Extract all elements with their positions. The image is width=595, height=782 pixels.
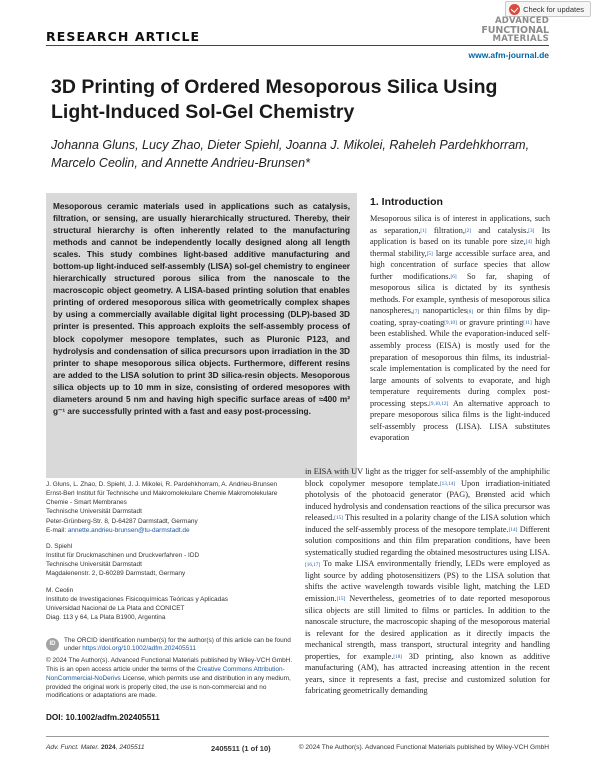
license-link[interactable]: Creative Commons Attribution-NonCommercial-NoDerivs bbox=[46, 665, 285, 682]
logo-line-3: MATERIALS bbox=[492, 34, 549, 44]
affiliation-institute: Instituto de Investigaciones Fisicoquímicas Teóricas y Aplicadas bbox=[46, 595, 229, 603]
abstract-text: Mesoporous ceramic materials used in applications such as catalysis, filtration, or sensing, are usually hierarchically structured. Thereby, their structural hierarchy is often inherently related to the manufacturing methods and cannot be independently locally designed along all length scales. This study combines light-based additive manufacturing and bottom-up light-induced self-assembly (LISA) sol-gel chemistry to engineer hierarchically structured porous silica from the nanoscale to the macroscopic object geometry. A LISA-based printing solution that enables printing of ordered mesoporous silica with geometrically complex shapes by using a commercially available digital light processing (DLP)-based 3D printer is presented. This approach exploits the self-assembly process of block copolymer mesopore templates, such as Pluronic P123, and hydrolysis and condensation of silica precursors upon irradiation in the 3D printer to shape mesoporous silica objects. Furthermore, different resins are added to the LISA solution to print 3D silica-resin objects. Mesoporous silica objects up to 10 mm in size, consisting of ordered mesopores with diameters around 5 nm and having high specific surface areas of ≈400 m² g⁻¹ are successfully printed with a fast and easy post-processing. bbox=[53, 202, 350, 416]
orcid-link[interactable]: https://doi.org/10.1002/adfm.202405511 bbox=[82, 645, 196, 653]
affiliation-institute: Institut für Druckmaschinen und Druckverfahren - IDD bbox=[46, 552, 200, 560]
citation-link[interactable]: [11] bbox=[523, 320, 532, 327]
affiliation-address: Magdalenenstr. 2, D-60289 Darmstadt, Germany bbox=[46, 570, 186, 578]
author-list: Johanna Gluns, Lucy Zhao, Dieter Spiehl, Joanna J. Mikolei, Raheleh Pardehkhorram, Marcelo Ceolin, and Annette Andrieu-Brunsen* bbox=[51, 138, 530, 170]
intro-paragraph-2: in EISA with UV light as the trigger for self-assembly of the amphiphilic block copolymer mesopore template.[13,14] Upon irradiation-initiated photolysis of the photoacid generator (PAG), Brønsted acid which induced hydrolysis and condensation reactions of the silica precursor was released.[15] This resulted in a polarity change of the LISA solution which induced the self-assembly process of the mesopore template.[14] Different solution compositions and thin film preparation conditions, have been systematically studied regarding the obtained mesostructures using LISA.[16,17] To make LISA environmentally friendly, LEDs were employed as light source by adding photosensitizers (PS) to the LISA solution that shifts the active wavelength towards visible light, matching the LED emission.[15] Nevertheless, geometries of to date reported mesoporous silica objects are still limited to films or particles. In addition to the nanoscale structure, the macroscopic shaping of the mesoporous material is relevant for the desired application as it directly impacts the mechanical strength, mass transport, structural integrity and handling properties, for example.[18] 3D printing, also known as additive manufacturing (AM), has attracted increasing attention in the recent years, since it represents a fast, precise and customized solution for fabricating geometrically demanding bbox=[305, 467, 550, 696]
citation-link[interactable]: [15] bbox=[334, 515, 343, 522]
footer-copyright: © 2024 The Author(s). Advanced Functional Materials published by Wiley-VCH GmbH bbox=[298, 744, 549, 751]
check-updates-icon bbox=[509, 4, 520, 15]
affiliation-address: Peter-Grünberg-Str. 8, D-64287 Darmstadt, Germany bbox=[46, 517, 198, 525]
citation-link[interactable]: [4] bbox=[525, 239, 532, 246]
affiliation-names: M. Ceolin bbox=[46, 586, 74, 594]
abstract-box bbox=[46, 193, 357, 478]
email-link[interactable]: annette.andrieu-brunsen@tu-darmstadt.de bbox=[67, 526, 190, 534]
footer-page-number: 2405511 (1 of 10) bbox=[211, 744, 271, 753]
orcid-icon: ID bbox=[46, 638, 59, 651]
citation-link[interactable]: [15] bbox=[336, 596, 346, 603]
header-divider bbox=[46, 45, 549, 46]
citation-link[interactable]: [8] bbox=[467, 308, 474, 315]
citation-link[interactable]: [14] bbox=[508, 526, 518, 533]
logo-line-2: FUNCTIONAL bbox=[481, 24, 549, 36]
check-for-updates-button[interactable] bbox=[505, 1, 591, 17]
check-updates-label: Check for updates bbox=[523, 4, 584, 14]
affiliation-names: J. Gluns, L. Zhao, D. Spiehl, J. J. Mikolei, R. Pardehkhorram, A. Andrieu-Brunsen bbox=[46, 481, 278, 488]
affiliation-university: Universidad Nacional de La Plata and CONICET bbox=[46, 604, 185, 612]
footer-divider bbox=[46, 736, 549, 737]
citation-link[interactable]: [16,17] bbox=[305, 561, 321, 568]
intro-paragraph-1: Mesoporous silica is of interest in applications, such as separation,[1] filtration,[2] and catalysis.[3] Its application is based on its tunable pore size,[4] high thermal stability,[5] large accessible surface area, and high concentration of surface species that allow further modifications.[6] So far, shaping of mesoporous silica is dictated by its synthesis methods. For example, synthesis of mesoporous silica nanospheres,[7] nanoparticles[8] or thin films by dip-coating, spray-coating[9,10] or gravure printing[11] have been established. While the evaporation-induced self-assembly process (EISA) is mostly used for the preparation of mesoporous thin films, its industrial-scale implementation is complicated by the need for large amounts of solvents to evaporate, and high temperature requirements during complex post-processing steps.[9,10,12] An alternative approach to prepare mesoporous silica films is the light-induced self-assembly process (LISA). LISA substitutes evaporation bbox=[370, 214, 550, 443]
citation-link[interactable]: [9,10,12] bbox=[429, 400, 449, 407]
affiliation-university: Technische Universität Darmstadt bbox=[46, 508, 142, 516]
citation-link[interactable]: [2] bbox=[464, 227, 471, 234]
affiliations bbox=[46, 480, 296, 622]
citation-link[interactable]: [5] bbox=[426, 250, 433, 257]
citation-link[interactable]: [1] bbox=[420, 227, 427, 234]
citation-link[interactable]: [18] bbox=[393, 653, 403, 660]
citation-link[interactable]: [7] bbox=[413, 308, 420, 315]
orcid-note: ID The ORCID identification number(s) for the author(s) of this article can be found under https://doi.org/10.1002/adfm.202405511 bbox=[46, 637, 298, 654]
citation-link[interactable]: [13,14] bbox=[439, 480, 456, 487]
citation-link[interactable]: [3] bbox=[528, 227, 535, 234]
affiliation-university: Technische Universität Darmstadt bbox=[46, 561, 142, 569]
article-title: 3D Printing of Ordered Mesoporous Silica Using Light-Induced Sol-Gel Chemistry bbox=[51, 76, 498, 123]
affiliation-institute: Ernst-Berl Institut für Technische und Makromolekulare Chemie Makromolekulare Chemie - Smart Membranes bbox=[46, 490, 278, 507]
intro-column-continued bbox=[305, 466, 550, 697]
footer-citation: Adv. Funct. Mater. 2024, 2405511 bbox=[46, 744, 145, 751]
doi-label: DOI: 10.1002/adfm.202405511 bbox=[46, 713, 160, 722]
section-heading: 1. Introduction bbox=[370, 196, 443, 208]
citation-link[interactable]: [9,10] bbox=[444, 320, 457, 327]
section-label: RESEARCH ARTICLE bbox=[46, 29, 201, 44]
journal-logo bbox=[481, 17, 549, 44]
license-note: © 2024 The Author(s). Advanced Functional Materials published by Wiley-VCH GmbH. This is an open access article under the terms of the Creative Commons Attribution-NonCommercial-NoDerivs License, which permits use and distribution in any medium, provided the original work is properly cited, the use is non-commercial and no modifications or adaptations are made. bbox=[46, 657, 293, 700]
journal-url-link[interactable]: www.afm-journal.de bbox=[468, 50, 549, 60]
citation-link[interactable]: [6] bbox=[450, 273, 457, 280]
affiliation-names: D. Spiehl bbox=[46, 542, 73, 550]
intro-column-right bbox=[370, 213, 550, 444]
logo-line-1: ADVANCED bbox=[494, 16, 549, 26]
affiliation-email: E-mail: annette.andrieu-brunsen@tu-darmstadt.de bbox=[46, 526, 190, 534]
affiliation-address: Diag. 113 y 64, La Plata B1900, Argentina bbox=[46, 614, 166, 622]
